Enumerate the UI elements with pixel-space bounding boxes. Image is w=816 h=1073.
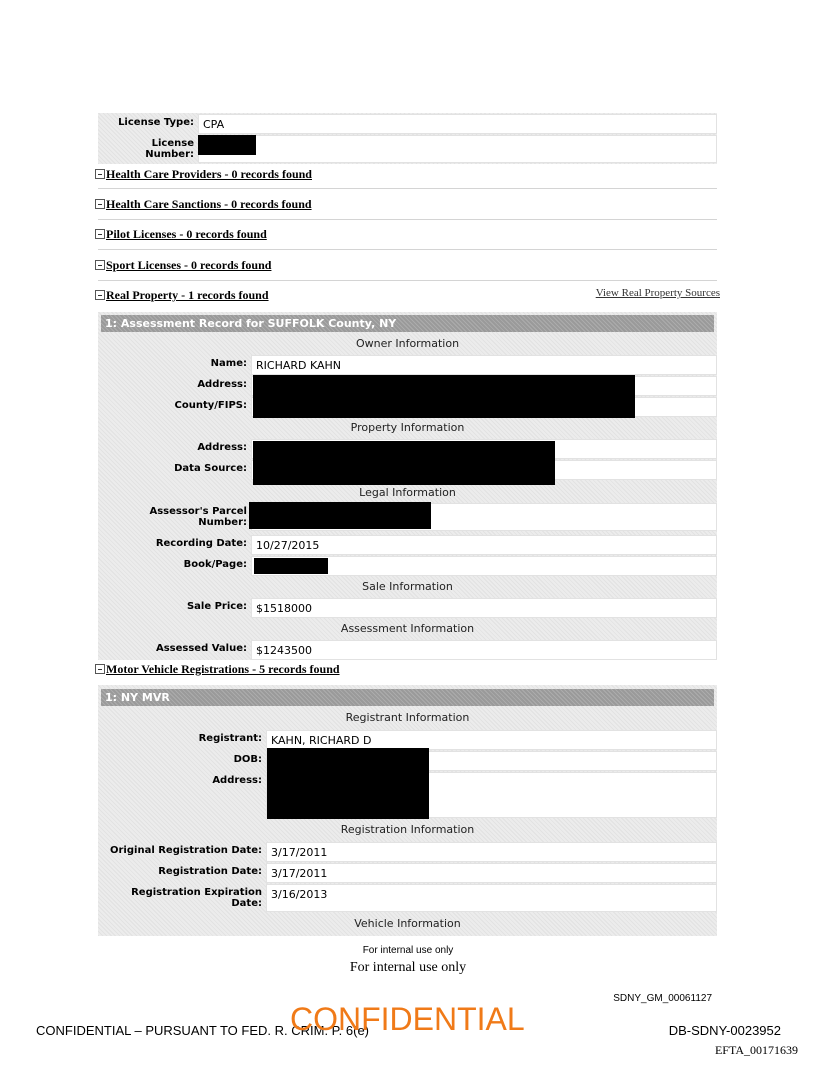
section-sport-licenses[interactable] <box>95 258 271 275</box>
section-pilot-licenses[interactable] <box>95 227 267 244</box>
collapse-icon[interactable] <box>95 169 105 179</box>
section-real-property[interactable] <box>95 288 269 305</box>
section-health-care-sanctions[interactable] <box>95 197 312 214</box>
license-number-label: License Number: <box>145 138 194 160</box>
section-real-property-link[interactable]: Real Property - 1 records found <box>106 288 269 302</box>
original-registration-row <box>98 842 717 862</box>
confidential-stamp: CONFIDENTIAL <box>290 1001 525 1037</box>
registrant-value: KAHN, RICHARD D <box>266 730 717 750</box>
license-number-redaction <box>198 135 256 155</box>
owner-information-heading: Owner Information <box>355 337 460 350</box>
registration-expiration-label: Registration Expiration Date: <box>131 887 262 909</box>
assessment-information-heading: Assessment Information <box>340 622 475 635</box>
assessed-value-label: Assessed Value: <box>155 643 247 654</box>
sale-price-value: $1518000 <box>251 598 717 618</box>
mvr-record-header: 1: NY MVR <box>101 689 714 706</box>
recording-date-row <box>98 535 717 555</box>
registration-date-value: 3/17/2011 <box>266 863 717 883</box>
data-source-label: Data Source: <box>174 463 247 474</box>
view-real-property-sources-link[interactable]: View Real Property Sources <box>595 287 720 299</box>
section-sport-licenses-link[interactable]: Sport Licenses - 0 records found <box>106 258 272 272</box>
sale-price-row <box>98 598 717 618</box>
registrant-address-label: Address: <box>212 775 262 786</box>
registration-information-heading: Registration Information <box>340 823 475 836</box>
internal-use-small: For internal use only <box>362 945 454 956</box>
parcel-number-label: Assessor's Parcel Number: <box>149 506 247 528</box>
collapse-icon[interactable] <box>95 229 105 239</box>
property-address-redaction <box>253 441 555 485</box>
book-page-redaction <box>254 558 328 574</box>
owner-address-redaction <box>253 375 635 418</box>
assessed-value-value: $1243500 <box>251 640 717 660</box>
registration-expiration-row <box>98 884 717 912</box>
assessment-record-header: 1: Assessment Record for SUFFOLK County, NY <box>101 315 714 332</box>
owner-name-row <box>98 355 717 375</box>
db-number: DB-SDNY-0023952 <box>668 1023 781 1038</box>
parcel-number-redaction <box>249 502 431 529</box>
license-number-value <box>198 135 717 163</box>
registration-expiration-value: 3/16/2013 <box>266 884 717 912</box>
legal-information-heading: Legal Information <box>359 486 456 499</box>
collapse-icon[interactable] <box>95 199 105 209</box>
book-page-label: Book/Page: <box>183 559 247 570</box>
section-motor-vehicle-link[interactable]: Motor Vehicle Registrations - 5 records found <box>106 662 340 676</box>
vehicle-information-heading: Vehicle Information <box>354 917 461 930</box>
dob-label: DOB: <box>233 754 262 765</box>
assessed-value-row <box>98 640 717 660</box>
recording-date-label: Recording Date: <box>155 538 247 549</box>
section-pilot-licenses-link[interactable]: Pilot Licenses - 0 records found <box>106 227 267 241</box>
section-health-care-providers-link[interactable]: Health Care Providers - 0 records found <box>106 167 312 181</box>
section-motor-vehicle[interactable] <box>95 662 340 679</box>
efta-number: EFTA_00171639 <box>714 1043 798 1057</box>
property-address-label: Address: <box>197 442 247 453</box>
collapse-icon[interactable] <box>95 260 105 270</box>
divider <box>98 280 717 281</box>
registration-date-row <box>98 863 717 883</box>
bates-number: SDNY_GM_00061127 <box>613 993 712 1004</box>
owner-name-value: RICHARD KAHN <box>251 355 717 375</box>
license-type-row <box>98 114 717 134</box>
confidential-notice: CONFIDENTIAL – PURSUANT TO FED. R. CRIM. P. 6(e) <box>36 1023 370 1038</box>
owner-name-label: Name: <box>210 358 247 369</box>
section-health-care-sanctions-link[interactable]: Health Care Sanctions - 0 records found <box>106 197 312 211</box>
divider <box>98 249 717 250</box>
collapse-icon[interactable] <box>95 290 105 300</box>
dob-address-redaction <box>267 748 429 819</box>
registrant-information-heading: Registrant Information <box>345 711 470 724</box>
property-information-heading: Property Information <box>350 421 465 434</box>
license-type-label: License Type: <box>118 117 194 128</box>
divider <box>98 219 717 220</box>
registrant-label: Registrant: <box>198 733 262 744</box>
county-fips-label: County/FIPS: <box>174 400 247 411</box>
recording-date-value: 10/27/2015 <box>251 535 717 555</box>
section-health-care-providers[interactable] <box>95 167 312 184</box>
original-registration-label: Original Registration Date: <box>110 845 262 856</box>
book-page-row <box>98 556 717 576</box>
registration-date-label: Registration Date: <box>158 866 262 877</box>
internal-use-large: For internal use only <box>349 960 467 975</box>
registrant-row <box>98 730 717 750</box>
collapse-icon[interactable] <box>95 664 105 674</box>
original-registration-value: 3/17/2011 <box>266 842 717 862</box>
license-number-row <box>98 135 717 163</box>
license-type-value: CPA <box>198 114 717 134</box>
divider <box>98 188 717 189</box>
owner-address-label: Address: <box>197 379 247 390</box>
sale-information-heading: Sale Information <box>362 580 453 593</box>
sale-price-label: Sale Price: <box>186 601 247 612</box>
